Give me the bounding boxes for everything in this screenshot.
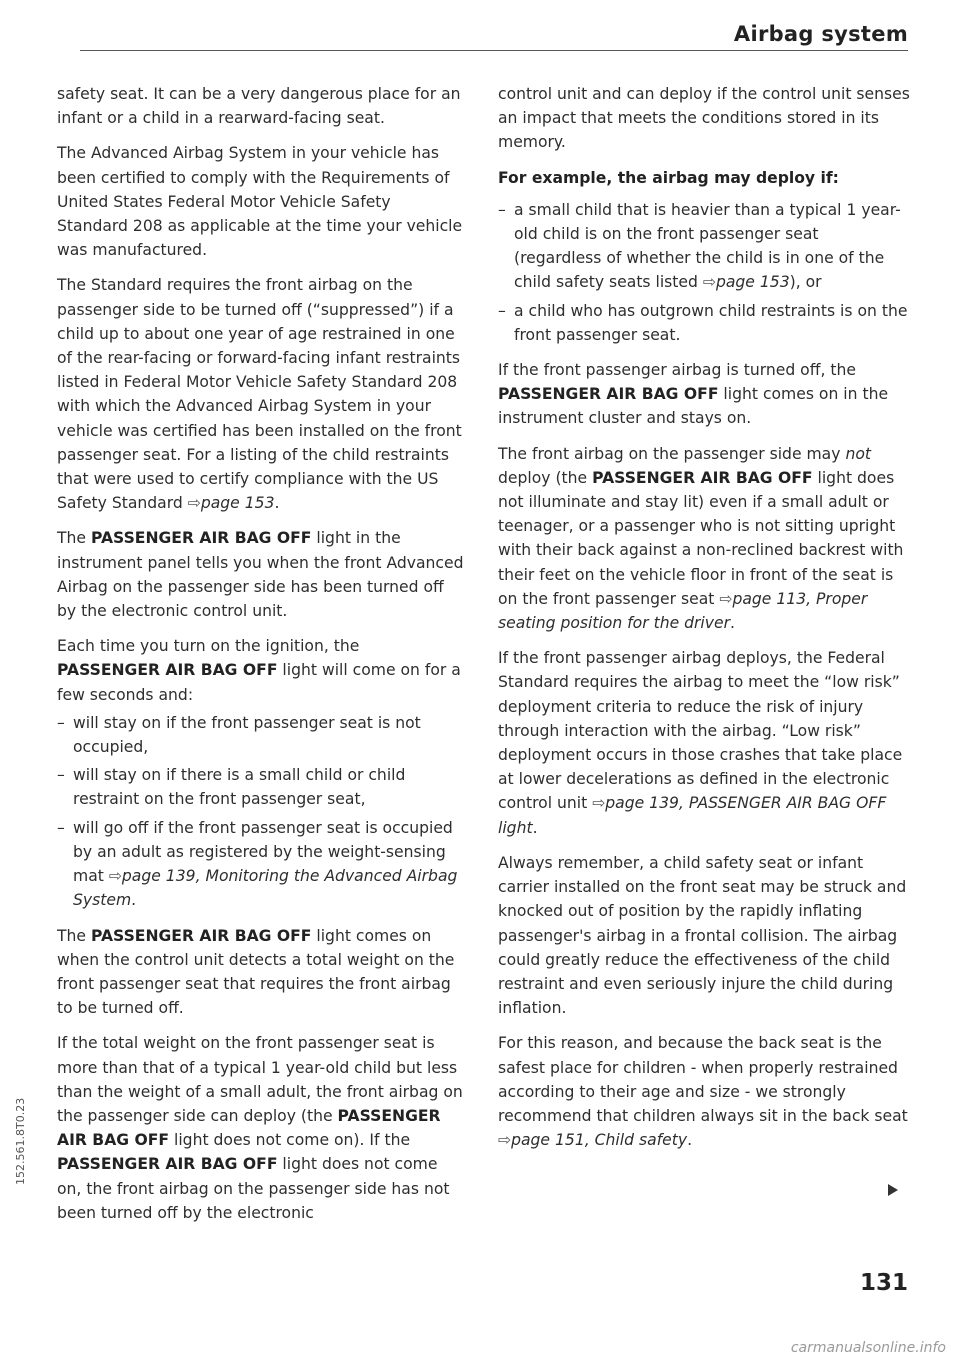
page-reference[interactable]: page 139, PASSENGER AIR BAG OFF light (498, 794, 887, 837)
document-code: 152.561.8T0.23 (14, 1097, 27, 1185)
indicator-name: PASSENGER AIR BAG OFF (57, 1155, 278, 1174)
bullet-list (57, 711, 465, 913)
paragraph: The PASSENGER AIR BAG OFF light in the instrument panel tells you when the front Advanced Airbag on the passenger side has been turned off by the electronic control unit. (57, 529, 464, 621)
indicator-name: PASSENGER AIR BAG OFF (57, 1106, 441, 1150)
section-title: Airbag system (733, 22, 908, 46)
paragraph: Each time you turn on the ignition, the PASSENGER AIR BAG OFF light will come on for a few seconds and: (57, 637, 461, 704)
page-reference[interactable]: page 153 (200, 494, 275, 513)
paragraph: The Advanced Airbag System in your vehicle has been certified to comply with the Requirements of United States Federal Motor Vehicle Safety Standard 208 as applicable at the time your vehicle was manufactured. (57, 144, 463, 260)
page-reference[interactable]: page 151, Child safety (511, 1131, 688, 1150)
subheading: For example, the airbag may deploy if: (498, 168, 839, 187)
indicator-name: PASSENGER AIR BAG OFF (90, 529, 312, 548)
paragraph: safety seat. It can be a very dangerous place for an infant or a child in a rearward-facing seat. (57, 85, 461, 128)
arrow-right-icon: ⇨ (592, 794, 606, 813)
list-item: – a child who has outgrown child restraints is on the front passenger seat. (498, 299, 910, 347)
list-item: – a small child that is heavier than a typical 1 year-old child is on the front passenger seat (regardless of whether the child is in one of the child safety seats listed ⇨page 153), or (498, 198, 910, 295)
paragraph: The PASSENGER AIR BAG OFF light comes on when the control unit detects a total weight on the front passenger seat that requires the front airbag to be turned off. (57, 926, 455, 1018)
arrow-right-icon: ⇨ (187, 494, 201, 513)
paragraph: Always remember, a child safety seat or infant carrier installed on the front seat may be struck and knocked out of position by the rapidly inflating passenger's airbag in a frontal collision. The airbag could greatly reduce the effectiveness of the child restraint and even seriously injure the child during inflation. (498, 853, 907, 1018)
paragraph: The front airbag on the passenger side may not deploy (the PASSENGER AIR BAG OFF light does not illuminate and stay lit) even if a small adult or teenager, or a passenger who is not sitting upright with their back against a non-reclined backrest with their feet on the vehicle floor in front of the seat is on the front passenger seat ⇨page 113, Proper seating position for the driver. (498, 444, 904, 633)
indicator-name: PASSENGER AIR BAG OFF (90, 926, 312, 945)
arrow-right-icon: ⇨ (108, 867, 122, 886)
indicator-name: PASSENGER AIR BAG OFF (498, 385, 719, 404)
page-reference[interactable]: page 113, Proper seating position for the driver (498, 589, 868, 633)
paragraph: The Standard requires the front airbag on the passenger side to be turned off (“suppressed”) if a child up to about one year of age restrained in one of the rear-facing or forward-facing infant restraints listed in Federal Motor Vehicle Safety Standard 208 with which the Advanced Airbag System in your vehicle was certified has been installed on the front passenger seat. For a listing of the child restraints that were used to certify compliance with the US Safety Standard ⇨page 153. (57, 276, 462, 513)
indicator-name: PASSENGER AIR BAG OFF (57, 661, 278, 680)
paragraph: control unit and can deploy if the control unit senses an impact that meets the conditions stored in its memory. (498, 85, 910, 152)
arrow-right-icon: ⇨ (702, 273, 716, 292)
arrow-right-icon: ⇨ (498, 1131, 512, 1150)
indicator-name: PASSENGER AIR BAG OFF (592, 468, 813, 487)
continue-arrow-icon (888, 1184, 898, 1196)
right-column (498, 82, 910, 1163)
bullet-list (498, 198, 910, 347)
emphasis: not (845, 444, 871, 463)
arrow-right-icon: ⇨ (719, 589, 733, 608)
watermark: carmanualsonline.info (790, 1340, 946, 1356)
page-reference[interactable]: page 139, Monitoring the Advanced Airbag System (73, 867, 458, 910)
page-number: 131 (859, 1270, 908, 1296)
paragraph: If the front passenger airbag is turned off, the PASSENGER AIR BAG OFF light comes on in the instrument cluster and stays on. (498, 361, 889, 428)
paragraph: If the total weight on the front passenger seat is more than that of a typical 1 year-old child but less than the weight of a small adult, the front airbag on the passenger side can deploy (the PASSENGER AIR BAG OFF light does not come on). If the PASSENGER AIR BAG OFF light does not come on, the front airbag on the passenger side has not been turned off by the electronic (57, 1034, 463, 1222)
list-item: – will stay on if the front passenger seat is not occupied, (57, 711, 465, 759)
paragraph: If the front passenger airbag deploys, the Federal Standard requires the airbag to meet the “low risk” deployment criteria to reduce the risk of injury through interaction with the airbag. “Low risk” deployment occurs in those crashes that take place at lower decelerations as defined in the electronic control unit ⇨page 139, PASSENGER AIR BAG OFF light. (498, 649, 903, 837)
list-item: – will stay on if there is a small child or child restraint on the front passenger seat, (57, 763, 465, 811)
page-reference[interactable]: page 153 (715, 273, 790, 292)
header-divider (80, 50, 908, 51)
list-item: – will go off if the front passenger seat is occupied by an adult as registered by the weight-sensing mat ⇨page 139, Monitoring the Advanced Airbag System. (57, 816, 465, 913)
left-column (57, 82, 465, 1236)
paragraph: For this reason, and because the back seat is the safest place for children - when properly restrained according to their age and size - we strongly recommend that children always sit in the back seat ⇨page 151, Child safety. (498, 1034, 908, 1150)
